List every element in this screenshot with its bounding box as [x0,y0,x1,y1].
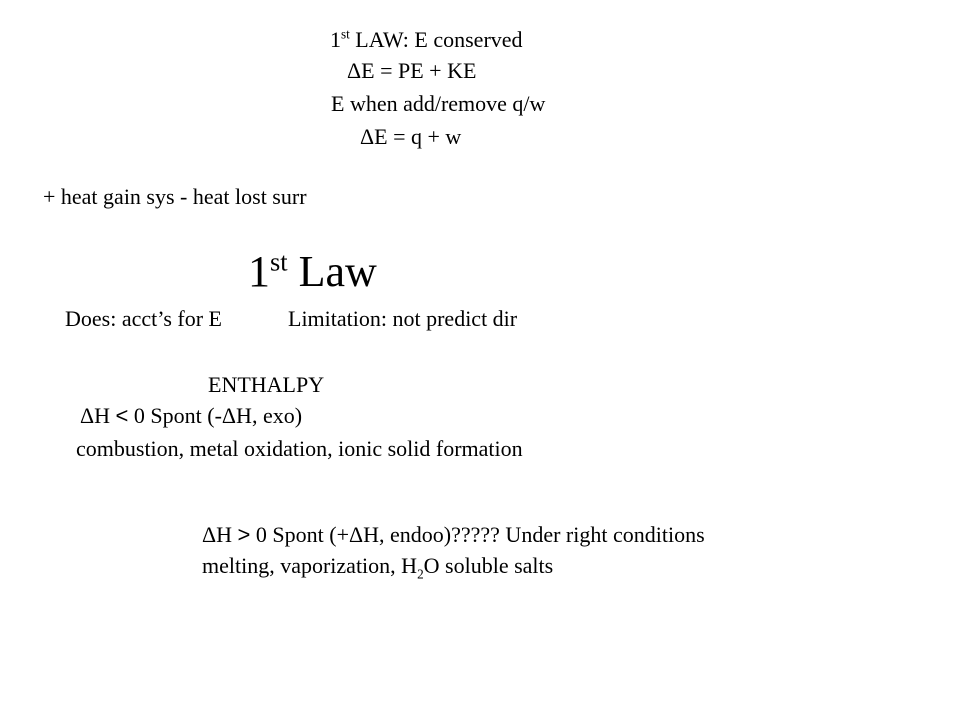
section-title-number: 1 [248,247,270,296]
energy-equation: ΔE = PE + KE [347,58,477,83]
less-than-symbol: < [115,403,129,428]
first-law-line [330,27,523,53]
enthalpy-heading: ENTHALPY [208,372,325,397]
does-line [65,306,517,332]
endothermic-line [202,522,705,548]
exothermic-line [80,403,302,429]
delta-h-label: ΔH [80,403,116,428]
water-subscript: 2 [417,566,424,582]
limitation-text: Limitation: not predict dir [288,306,518,331]
delta-h-label: ΔH [202,522,238,547]
endothermic-examples-tail: O soluble salts [423,553,554,578]
endothermic-examples [202,553,554,582]
first-law-text: LAW: E conserved [349,27,523,52]
greater-than-symbol: > [237,522,251,547]
energy-q-w-equation: ΔE = q + w [360,124,462,149]
section-title [248,247,377,297]
endothermic-examples-text: melting, vaporization, H [202,553,418,578]
exothermic-text: 0 Spont (-ΔH, exo) [128,403,303,428]
first-law-ordinal: st [341,26,350,42]
first-law-number: 1 [330,27,341,52]
exothermic-examples: combustion, metal oxidation, ionic solid formation [76,436,523,461]
energy-add-remove-line: E when add/remove q/w [331,91,546,116]
endothermic-text: 0 Spont (+ΔH, endoo)????? Under right conditions [250,522,705,547]
section-title-text: Law [287,247,377,296]
section-title-ordinal: st [270,246,288,277]
heat-sign-convention: + heat gain sys - heat lost surr [43,184,307,209]
does-text: Does: acct’s for E [65,306,222,331]
